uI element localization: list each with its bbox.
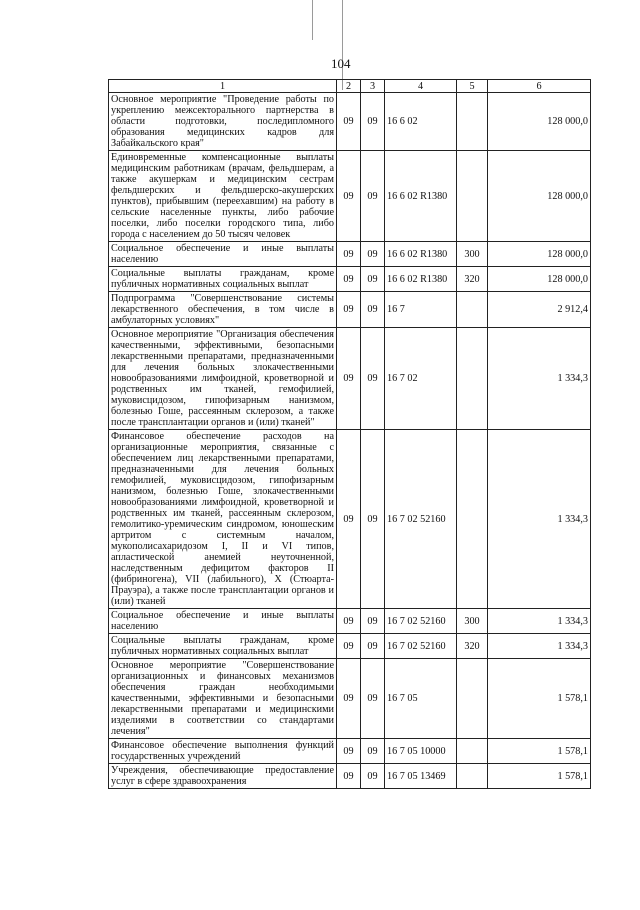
table-row bbox=[109, 659, 591, 739]
row-expense-type bbox=[457, 292, 488, 328]
header-cell: 6 bbox=[488, 80, 591, 93]
row-name: Учреждения, обеспечивающие предоставление услуг в сфере здравоохранения bbox=[109, 764, 337, 789]
row-amount: 1 334,3 bbox=[488, 634, 591, 659]
row-target-code: 16 6 02 R1380 bbox=[385, 242, 457, 267]
row-amount: 128 000,0 bbox=[488, 242, 591, 267]
row-name: Социальные выплаты гражданам, кроме публичных нормативных социальных выплат bbox=[109, 267, 337, 292]
row-section: 09 bbox=[337, 609, 361, 634]
table-row bbox=[109, 267, 591, 292]
row-expense-type bbox=[457, 739, 488, 764]
row-section: 09 bbox=[337, 292, 361, 328]
table-row bbox=[109, 242, 591, 267]
row-section: 09 bbox=[337, 328, 361, 430]
row-expense-type: 300 bbox=[457, 242, 488, 267]
table-row bbox=[109, 739, 591, 764]
row-target-code: 16 7 05 13469 bbox=[385, 764, 457, 789]
header-cell: 3 bbox=[361, 80, 385, 93]
row-subsection: 09 bbox=[361, 93, 385, 151]
table-row bbox=[109, 764, 591, 789]
row-subsection: 09 bbox=[361, 242, 385, 267]
row-amount: 128 000,0 bbox=[488, 151, 591, 242]
row-amount: 128 000,0 bbox=[488, 93, 591, 151]
row-target-code: 16 7 05 10000 bbox=[385, 739, 457, 764]
row-section: 09 bbox=[337, 242, 361, 267]
header-cell: 5 bbox=[457, 80, 488, 93]
row-amount: 1 334,3 bbox=[488, 430, 591, 609]
row-section: 09 bbox=[337, 764, 361, 789]
table-row bbox=[109, 609, 591, 634]
row-amount: 128 000,0 bbox=[488, 267, 591, 292]
row-name: Финансовое обеспечение расходов на организационные мероприятия, связанные с обеспечением лиц лекарственными препаратами, предназначенными для лечения больных гемофилией, муковисцидозом, гипофизарным нанизмом, болезнью Гоше, злокачественными новообразованиями лимфоидной, кроветворной и родственных им тканей, рассеянным склерозом, гемолитико-уремическим синдромом, юношеским артритом с системным началом, мукополисахаридозом I, II и VI типов, апластической анемией неуточненной, наследственным дефицитом факторов II (фибриногена), VII (лабильного), X (Стюарта-Прауэра), а также после трансплантации органов и (или) тканей bbox=[109, 430, 337, 609]
row-subsection: 09 bbox=[361, 659, 385, 739]
row-target-code: 16 7 02 bbox=[385, 328, 457, 430]
scan-artifact-line bbox=[342, 0, 343, 90]
row-name: Единовременные компенсационные выплаты медицинским работникам (врачам, фельдшерам, а также акушеркам и медицинским сестрам фельдшерских и фельдшерско-акушерских пунктов), прибывшим (переехавшим) на работу в сельские населенные пункты, либо рабочие поселки, либо поселки городского типа, либо города с населением до 50 тысяч человек bbox=[109, 151, 337, 242]
row-target-code: 16 7 05 bbox=[385, 659, 457, 739]
row-name: Основное мероприятие "Совершенствование организационных и финансовых механизмов обеспечения граждан необходимыми качественными, эффективными и безопасными лекарственными препаратами и медицинскими изделиями в соответствии со стандартами лечения" bbox=[109, 659, 337, 739]
row-target-code: 16 7 02 52160 bbox=[385, 430, 457, 609]
table-row bbox=[109, 151, 591, 242]
row-subsection: 09 bbox=[361, 267, 385, 292]
budget-table bbox=[108, 79, 591, 789]
row-name: Подпрограмма "Совершенствование системы лекарственного обеспечения, в том числе в амбулаторных условиях" bbox=[109, 292, 337, 328]
row-subsection: 09 bbox=[361, 634, 385, 659]
row-target-code: 16 6 02 R1380 bbox=[385, 151, 457, 242]
row-expense-type bbox=[457, 764, 488, 789]
row-amount: 1 578,1 bbox=[488, 659, 591, 739]
row-subsection: 09 bbox=[361, 328, 385, 430]
row-target-code: 16 6 02 bbox=[385, 93, 457, 151]
table-row bbox=[109, 328, 591, 430]
row-expense-type bbox=[457, 659, 488, 739]
row-section: 09 bbox=[337, 659, 361, 739]
row-name: Основное мероприятие "Организация обеспечения качественными, эффективными, безопасными лекарственными препаратами, предназначенными для лечения больных злокачественными новообразованиями лимфоидной, кроветворной и родственных им тканей, гемофилией, муковисцидозом, гипофизарным нанизмом, болезнью Гоше, рассеянным склерозом, а также после трансплантации органов и (или) тканей" bbox=[109, 328, 337, 430]
row-expense-type bbox=[457, 328, 488, 430]
row-subsection: 09 bbox=[361, 739, 385, 764]
row-name: Социальное обеспечение и иные выплаты населению bbox=[109, 609, 337, 634]
row-amount: 1 334,3 bbox=[488, 609, 591, 634]
row-subsection: 09 bbox=[361, 764, 385, 789]
row-target-code: 16 7 02 52160 bbox=[385, 609, 457, 634]
row-name: Основное мероприятие "Проведение работы по укреплению межсекторального партнерства в области подготовки, последипломного образования медицинских кадров для Забайкальского края" bbox=[109, 93, 337, 151]
header-cell: 2 bbox=[337, 80, 361, 93]
row-name: Социальное обеспечение и иные выплаты населению bbox=[109, 242, 337, 267]
page-number: 104 bbox=[331, 56, 351, 71]
row-subsection: 09 bbox=[361, 292, 385, 328]
row-amount: 1 334,3 bbox=[488, 328, 591, 430]
row-target-code: 16 6 02 R1380 bbox=[385, 267, 457, 292]
row-subsection: 09 bbox=[361, 151, 385, 242]
row-section: 09 bbox=[337, 430, 361, 609]
row-subsection: 09 bbox=[361, 609, 385, 634]
header-cell: 4 bbox=[385, 80, 457, 93]
row-section: 09 bbox=[337, 267, 361, 292]
table-row bbox=[109, 634, 591, 659]
row-name: Социальные выплаты гражданам, кроме публичных нормативных социальных выплат bbox=[109, 634, 337, 659]
row-expense-type: 320 bbox=[457, 634, 488, 659]
row-expense-type: 320 bbox=[457, 267, 488, 292]
row-expense-type bbox=[457, 430, 488, 609]
row-expense-type: 300 bbox=[457, 609, 488, 634]
row-section: 09 bbox=[337, 634, 361, 659]
row-target-code: 16 7 bbox=[385, 292, 457, 328]
row-subsection: 09 bbox=[361, 430, 385, 609]
row-name: Финансовое обеспечение выполнения функций государственных учреждений bbox=[109, 739, 337, 764]
row-amount: 1 578,1 bbox=[488, 739, 591, 764]
row-expense-type bbox=[457, 151, 488, 242]
row-amount: 2 912,4 bbox=[488, 292, 591, 328]
table-row bbox=[109, 93, 591, 151]
table-header-row bbox=[109, 80, 591, 93]
header-cell: 1 bbox=[109, 80, 337, 93]
table-row bbox=[109, 292, 591, 328]
row-amount: 1 578,1 bbox=[488, 764, 591, 789]
row-expense-type bbox=[457, 93, 488, 151]
row-section: 09 bbox=[337, 93, 361, 151]
row-section: 09 bbox=[337, 739, 361, 764]
table-row bbox=[109, 430, 591, 609]
row-target-code: 16 7 02 52160 bbox=[385, 634, 457, 659]
scan-artifact-line bbox=[312, 0, 313, 40]
row-section: 09 bbox=[337, 151, 361, 242]
